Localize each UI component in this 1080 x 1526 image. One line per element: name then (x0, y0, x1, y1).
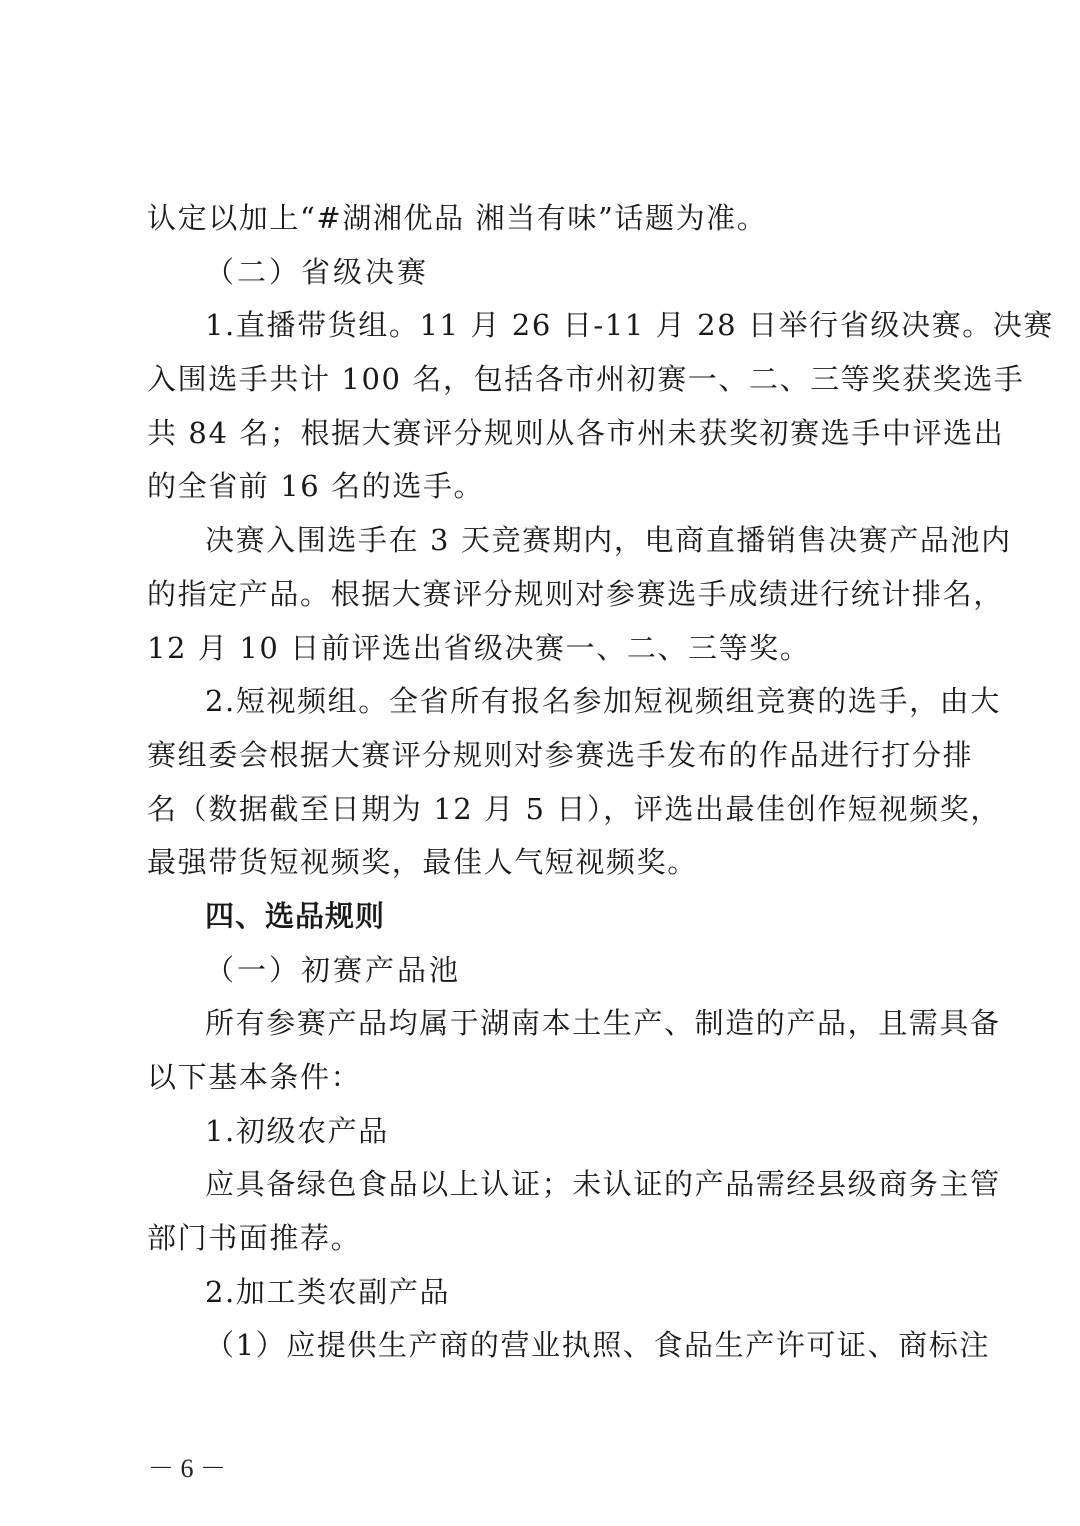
body-text-line: 名（数据截至日期为 12 月 5 日），评选出最佳创作短视频奖， (147, 791, 1001, 826)
body-text-line: 认定以加上“#湖湘优品 湘当有味”话题为准。 (147, 201, 768, 235)
body-text-line: 入围选手共计 100 名，包括各市州初赛一、二、三等奖获奖选手 (147, 362, 1025, 397)
body-text-line: 2.加工类农副产品 (205, 1274, 451, 1309)
body-text-line: 2.短视频组。全省所有报名参加短视频组竞赛的选手，由大 (205, 684, 1001, 719)
body-text-line: 12 月 10 日前评选出省级决赛一、二、三等奖。 (147, 630, 811, 665)
body-text-line: 决赛入围选手在 3 天竞赛期内，电商直播销售决赛产品池内 (205, 523, 1012, 558)
body-text-line: （1）应提供生产商的营业执照、食品生产许可证、商标注 (205, 1328, 991, 1363)
document-body (147, 192, 1054, 1373)
body-text-line: 共 84 名；根据大赛评分规则从各市州未获奖初赛选手中评选出 (147, 415, 1005, 450)
body-text-line: 的全省前 16 名的选手。 (147, 469, 485, 504)
body-text-line: 以下基本条件： (147, 1060, 362, 1094)
section-subheading-provincial-final: （二）省级决赛 (205, 254, 430, 289)
body-text-line: 部门书面推荐。 (147, 1221, 362, 1256)
body-text-line: 最强带货短视频奖，最佳人气短视频奖。 (147, 845, 698, 880)
page-number: － 6 － (148, 1454, 227, 1483)
body-text-line: 1.初级农产品 (205, 1113, 389, 1148)
body-text-line: 1.直播带货组。11 月 26 日-11 月 28 日举行省级决赛。决赛 (205, 308, 1054, 343)
section-heading-selection-rules: 四、选品规则 (205, 898, 386, 933)
section-subheading-preliminary-pool: （一）初赛产品池 (205, 952, 462, 987)
body-text-line: 所有参赛产品均属于湖南本土生产、制造的产品，且需具备 (205, 1006, 1001, 1041)
body-text-line: 的指定产品。根据大赛评分规则对参赛选手成绩进行统计排名， (147, 576, 1004, 611)
body-text-line: 赛组委会根据大赛评分规则对参赛选手发布的作品进行打分排 (147, 737, 974, 772)
body-text-line: 应具备绿色食品以上认证；未认证的产品需经县级商务主管 (205, 1167, 1001, 1202)
